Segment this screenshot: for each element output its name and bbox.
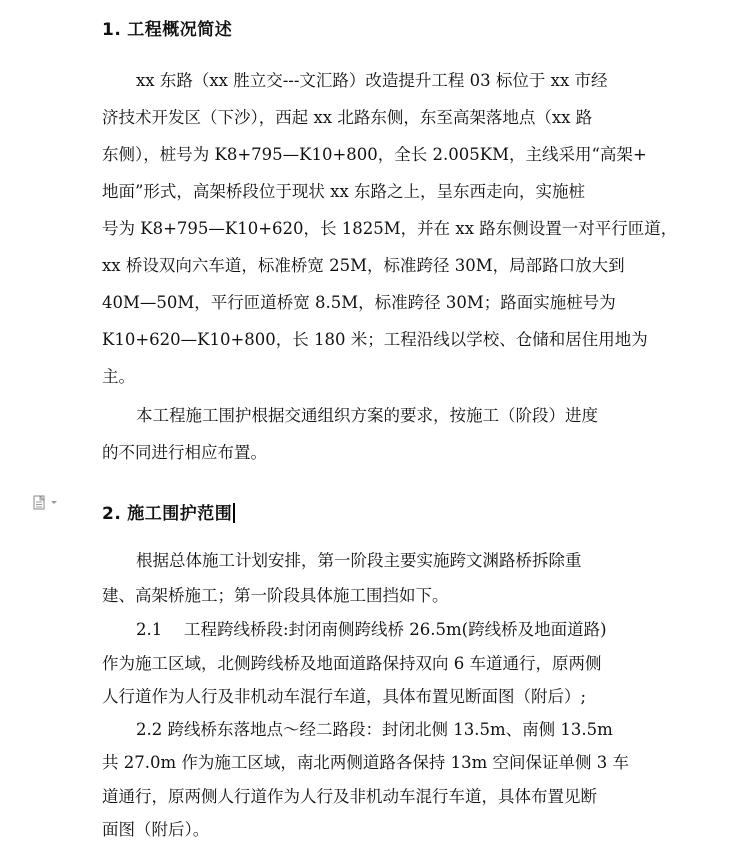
s1-p1-line: 东侧），桩号为 K8+795—K10+800，全长 2.005KM，主线采用“高架+ [102, 145, 647, 164]
s2-item21-line: 人行道作为人行及非机动车混行车道，具体布置见断面图（附后）; [102, 687, 587, 706]
section-2-heading[interactable] [102, 499, 235, 524]
section-1-title: 工程概况简述 [127, 20, 233, 40]
s2-p1-line: 建、高架桥施工；第一阶段具体施工围挡如下。 [102, 586, 449, 605]
s2-item22-line: 共 27.0m 作为施工区域，南北两侧道路各保持 13m 空间保证单侧 3 车 [102, 753, 629, 772]
s2-p1-line: 根据总体施工计划安排，第一阶段主要实施跨文渊路桥拆除重 [136, 551, 582, 570]
s1-p1-line: 地面”形式，高架桥段位于现状 xx 东路之上，呈东西走向，实施桩 [102, 182, 586, 201]
section-2-title: 施工围护范围 [127, 504, 233, 524]
s1-p1-line: 40M—50M，平行匝道桥宽 8.5M，标准跨径 30M；路面实施桩号为 [102, 293, 616, 312]
section-1-heading [102, 15, 232, 40]
s1-p1-line: 号为 K8+795—K10+620，长 1825M，并在 xx 路东侧设置一对平行匝道， [102, 219, 678, 238]
s2-item21-line: 2.1 工程跨线桥段:封闭南侧跨线桥 26.5m(跨线桥及地面道路) [136, 620, 607, 639]
section-1-number: 1. [102, 20, 122, 40]
s2-item22-line: 2.2 跨线桥东落地点～经二路段：封闭北侧 13.5m、南侧 13.5m [136, 720, 613, 739]
section-2-number: 2. [102, 504, 122, 524]
s1-p2-line: 的不同进行相应布置。 [102, 443, 267, 462]
document-outline-icon[interactable] [33, 495, 61, 511]
text-cursor [233, 503, 235, 523]
s1-p2-line: 本工程施工围护根据交通组织方案的要求，按施工（阶段）进度 [136, 406, 598, 425]
s1-p1-line: 主。 [102, 367, 135, 386]
s1-p1-line: 济技术开发区（下沙），西起 xx 北路东侧，东至高架落地点（xx 路 [102, 108, 593, 127]
s2-item22-line: 道通行，原两侧人行道作为人行及非机动车混行车道，具体布置见断 [102, 787, 597, 806]
s2-item22-line: 面图（附后）。 [102, 820, 210, 839]
s1-p1-line: K10+620—K10+800，长 180 米；工程沿线以学校、仓储和居住用地为 [102, 330, 648, 349]
s1-p1-line: xx 桥设双向六车道，标准桥宽 25M，标准跨径 30M，局部路口放大到 [102, 256, 625, 275]
s1-p1-line: xx 东路（xx 胜立交---文汇路）改造提升工程 03 标位于 xx 市经 [136, 71, 608, 90]
s2-item21-line: 作为施工区域，北侧跨线桥及地面道路保持双向 6 车道通行，原两侧 [102, 654, 602, 673]
